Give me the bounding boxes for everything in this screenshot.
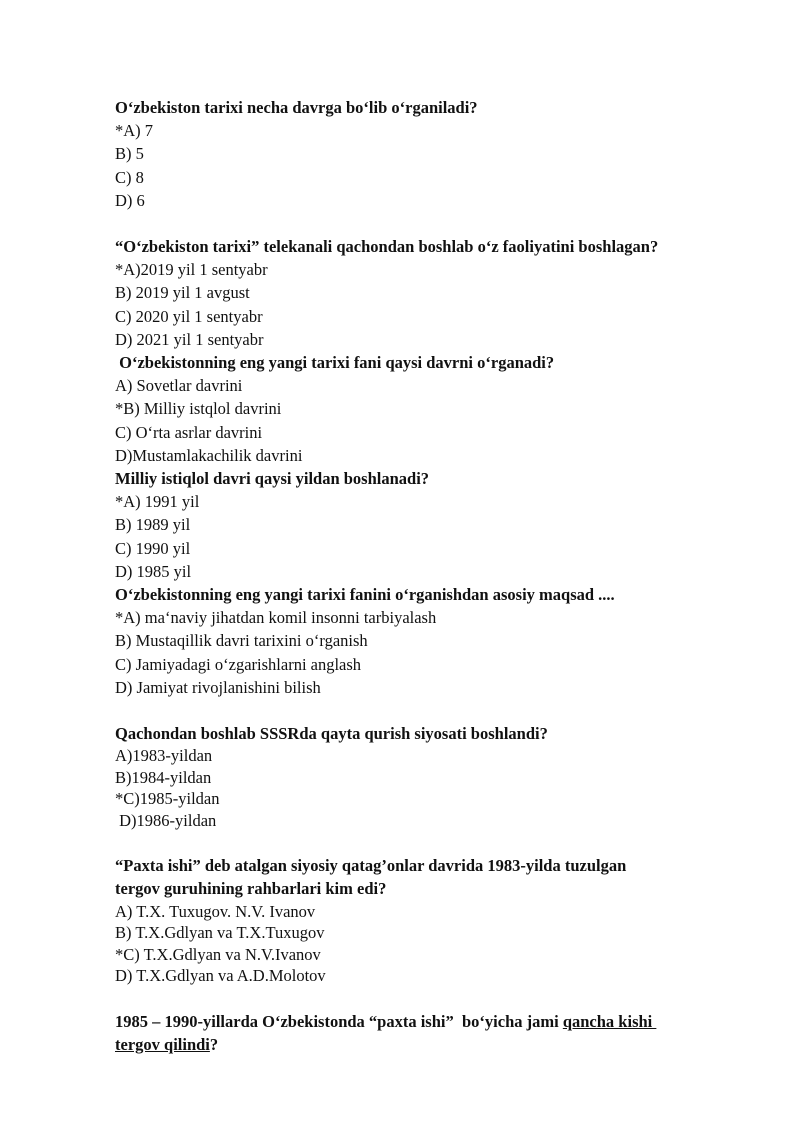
question-8-end: ? [209,1034,219,1054]
question-2: “O‘zbekiston tarixi” telekanali qachondan boshlab o‘z faoliyatini boshlagan? [115,237,659,257]
question-6: Qachondan boshlab SSSRda qayta qurish siyosati boshlandi? [115,724,548,744]
question-5: O‘zbekistonning eng yangi tarixi fanini o‘rganishdan asosiy maqsad .... [115,585,615,605]
document-page [115,96,755,1056]
question-7-option-d: D) T.X.Gdlyan va A.D.Molotov [115,966,326,986]
question-5-option-b: B) Mustaqillik davri tarixini o‘rganish [115,631,368,651]
question-6-option-d: D)1986-yildan [115,810,217,830]
spacer [115,212,755,235]
question-2-option-a: *A)2019 yil 1 sentyabr [115,260,268,280]
question-2-option-d: D) 2021 yil 1 sentyabr [115,329,264,349]
question-4-option-c: C) 1990 yil [115,538,191,558]
question-6-option-b: B)1984-yildan [115,767,212,787]
question-8 [115,1010,755,1056]
question-7-line-2: tergov guruhining rahbarlari kim edi? [115,879,387,899]
spacer [115,831,755,854]
question-1-option-b: B) 5 [115,144,144,164]
question-4-option-d: D) 1985 yil [115,561,192,581]
question-3-option-d: D)Mustamlakachilik davrini [115,445,303,465]
question-3: O‘zbekistonning eng yangi tarixi fani qaysi davrni o‘rganadi? [115,353,555,373]
question-7-option-b: B) T.X.Gdlyan va T.X.Tuxugov [115,923,325,943]
question-7-option-c: *C) T.X.Gdlyan va N.V.Ivanov [115,944,321,964]
question-8-text: 1985 – 1990-yillarda O‘zbekistonda “paxta ishi” bo‘yicha jami [115,1011,563,1031]
question-1-option-d: D) 6 [115,190,145,210]
question-2-option-c: C) 2020 yil 1 sentyabr [115,306,263,326]
question-3-option-a: A) Sovetlar davrini [115,376,243,396]
question-5-option-a: *A) ma‘naviy jihatdan komil insonni tarbiyalash [115,608,437,628]
question-3-option-c: C) O‘rta asrlar davrini [115,422,263,442]
question-5-option-c: C) Jamiyadagi o‘zgarishlarni anglash [115,654,362,674]
question-7-option-a: A) T.X. Tuxugov. N.V. Ivanov [115,901,316,921]
question-1-option-a: *A) 7 [115,121,154,141]
question-3-option-b: *B) Milliy istqlol davrini [115,399,282,419]
question-1: O‘zbekiston tarixi necha davrga bo‘lib o‘rganiladi? [115,98,478,117]
question-2-option-b: B) 2019 yil 1 avgust [115,283,250,303]
question-8-underlined-2: tergov qilindi [115,1034,210,1054]
spacer [115,699,755,722]
question-6-option-c: *C)1985-yildan [115,789,220,809]
question-6-option-a: A)1983-yildan [115,746,213,766]
question-8-underlined-1: qancha kishi [562,1011,657,1031]
question-5-option-d: D) Jamiyat rivojlanishini bilish [115,677,321,697]
question-4: Milliy istiqlol davri qaysi yildan boshlanadi? [115,469,430,489]
question-4-option-a: *A) 1991 yil [115,492,200,512]
question-7-line-1: “Paxta ishi” deb atalgan siyosiy qatag’onlar davrida 1983-yilda tuzulgan [115,856,627,876]
question-1-option-c: C) 8 [115,167,144,187]
spacer [115,987,755,1010]
question-4-option-b: B) 1989 yil [115,515,191,535]
